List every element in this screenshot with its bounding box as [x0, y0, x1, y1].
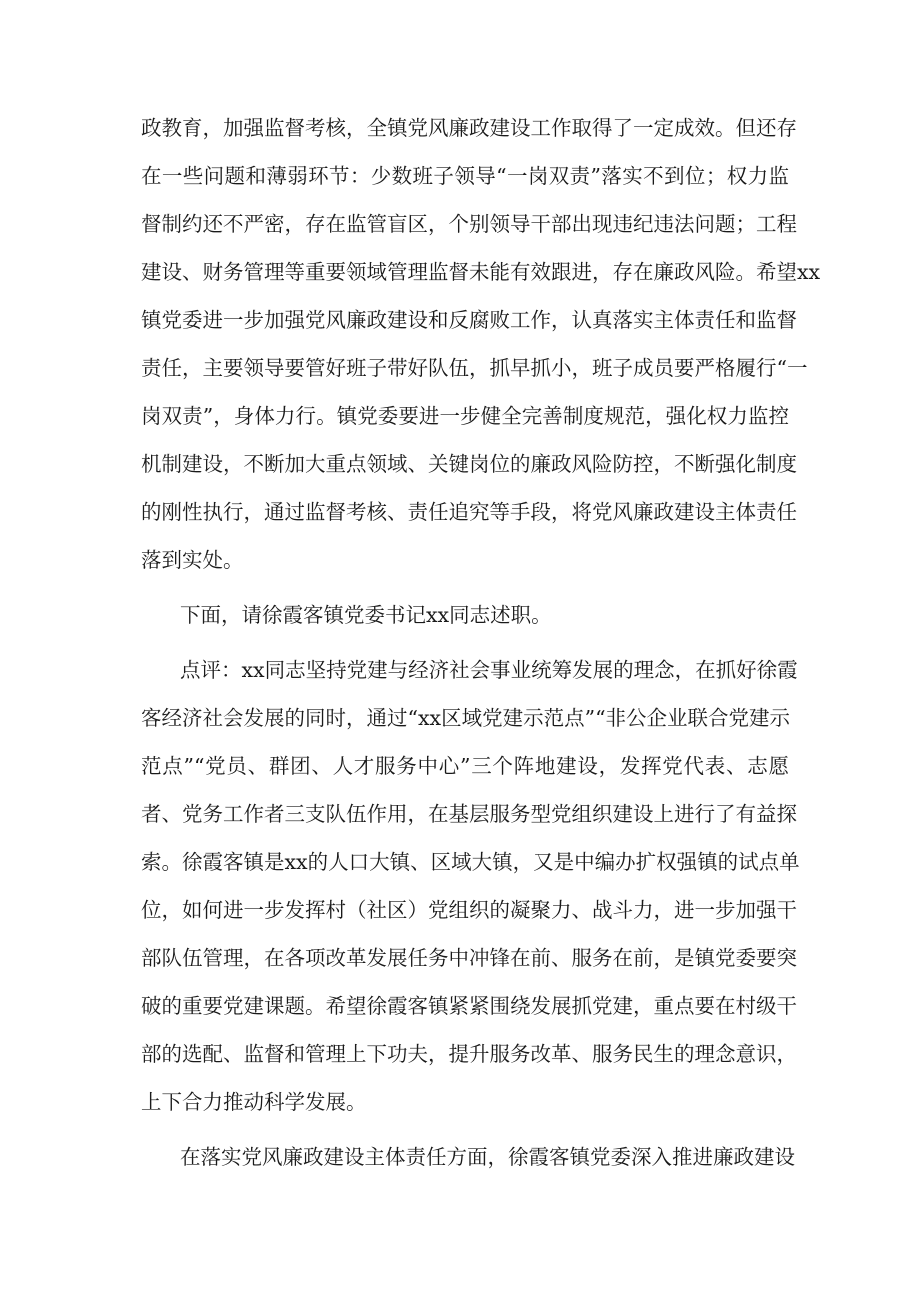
- text-line: 部队伍管理，在各项改革发展任务中冲锋在前、服务在前，是镇党委要突: [141, 946, 797, 970]
- text-line: 责任，主要领导要管好班子带好队伍，抓早抓小，班子成员要严格履行“一: [141, 356, 808, 380]
- paragraph-first-line: 点评：xx同志坚持党建与经济社会事业统筹发展的理念，在抓好徐霞: [180, 658, 798, 682]
- paragraph-first-line: 下面，请徐霞客镇党委书记xx同志述职。: [180, 603, 552, 627]
- text-line: 机制建设，不断加大重点领域、关键岗位的廉政风险防控，不断强化制度: [141, 452, 797, 476]
- text-line: 落到实处。: [141, 548, 244, 572]
- paragraph-first-line: 在落实党风廉政建设主体责任方面，徐霞客镇党委深入推进廉政建设: [180, 1145, 795, 1169]
- text-line: 政教育，加强监督考核，全镇党风廉政建设工作取得了一定成效。但还存: [141, 116, 797, 140]
- text-line: 在一些问题和薄弱环节：少数班子领导“一岗双责”落实不到位；权力监: [141, 164, 789, 188]
- text-line: 镇党委进一步加强党风廉政建设和反腐败工作，认真落实主体责任和监督: [141, 308, 797, 332]
- text-line: 建设、财务管理等重要领域管理监督未能有效跟进，存在廉政风险。希望xx: [141, 260, 821, 284]
- text-line: 破的重要党建课题。希望徐霞客镇紧紧围绕发展抓党建，重点要在村级干: [141, 994, 797, 1018]
- text-line: 客经济社会发展的同时，通过“xx区域党建示范点”“非公企业联合党建示: [141, 706, 791, 730]
- text-line: 范点”“党员、群团、人才服务中心”三个阵地建设，发挥党代表、志愿: [141, 754, 789, 778]
- text-line: 位，如何进一步发挥村（社区）党组织的凝聚力、战斗力，进一步加强干: [141, 898, 797, 922]
- text-line: 上下合力推动科学发展。: [141, 1090, 367, 1114]
- text-line: 者、党务工作者三支队伍作用，在基层服务型党组织建设上进行了有益探: [141, 802, 797, 826]
- text-line: 索。徐霞客镇是xx的人口大镇、区域大镇，又是中编办扩权强镇的试点单: [141, 850, 800, 874]
- text-line: 部的选配、监督和管理上下功夫，提升服务改革、服务民生的理念意识，: [141, 1042, 797, 1066]
- text-line: 岗双责”，身体力行。镇党委要进一步健全完善制度规范，强化权力监控: [141, 404, 789, 428]
- text-line: 督制约还不严密，存在监管盲区，个别领导干部出现违纪违法问题；工程: [141, 212, 797, 236]
- text-line: 的刚性执行，通过监督考核、责任追究等手段，将党风廉政建设主体责任: [141, 500, 797, 524]
